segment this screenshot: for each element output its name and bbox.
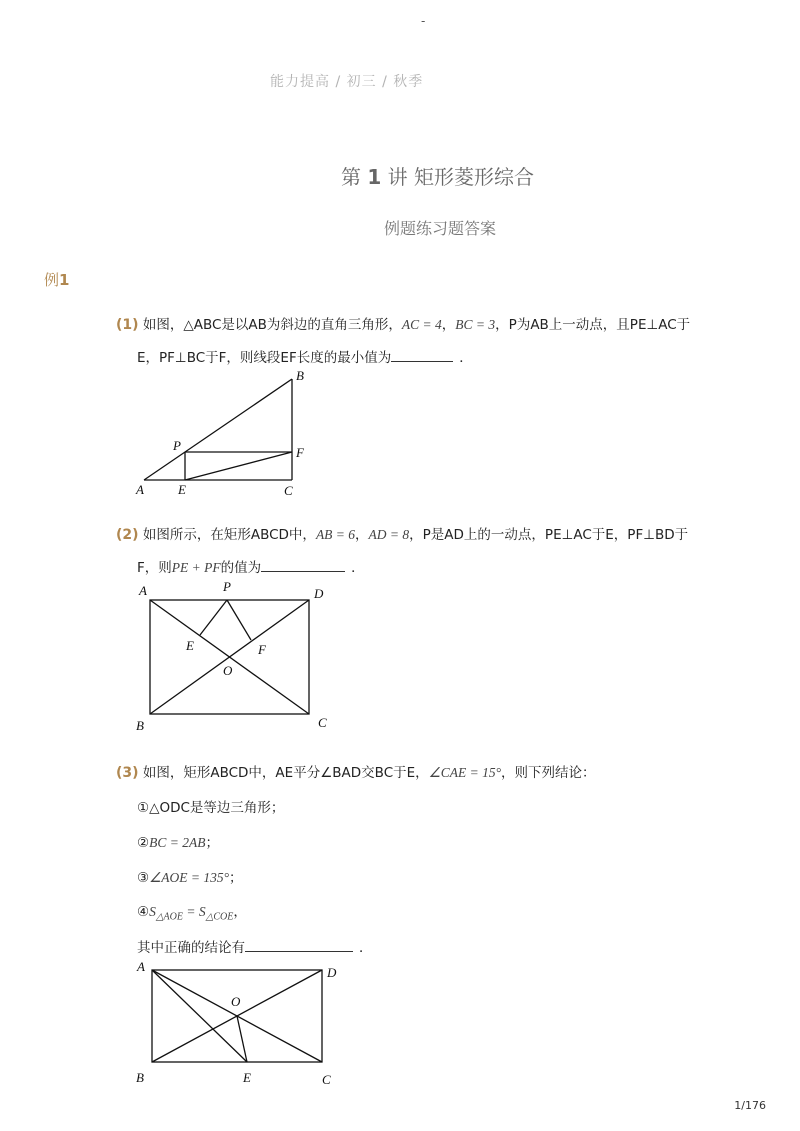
conclusion-2-prefix: ② xyxy=(137,835,150,851)
segment-pf xyxy=(227,600,251,640)
label-d: D xyxy=(327,965,337,980)
problem-2-sep: ， xyxy=(355,527,369,543)
answer-blank-2[interactable] xyxy=(261,558,345,572)
answer-blank-3[interactable] xyxy=(245,938,353,952)
segment-oe xyxy=(237,1016,247,1062)
label-a: A xyxy=(139,583,147,598)
problem-2-math-pe-pf: PE + PF xyxy=(171,560,221,575)
segment-ae xyxy=(152,970,247,1062)
problem-1-line-1 xyxy=(116,313,690,333)
problem-1-text-b: ，P为AB上一动点，且PE⊥AC于 xyxy=(495,317,691,333)
example-heading xyxy=(44,269,69,290)
title-suffix: 讲 矩形菱形综合 xyxy=(387,165,534,189)
problem-1-math-bc: BC = 3 xyxy=(455,317,496,332)
problem-3-number: (3) xyxy=(116,765,139,781)
conclusion-2 xyxy=(137,831,219,851)
conclusion-2-end: ； xyxy=(205,835,219,851)
conclusion-2-math: BC = 2AB xyxy=(149,835,206,850)
label-e: E xyxy=(243,1070,251,1085)
problem-3-text-b: ，则下列结论： xyxy=(501,765,596,781)
label-a: A xyxy=(137,959,145,974)
problem-2-number: (2) xyxy=(116,527,139,543)
conclusion-4 xyxy=(137,900,247,923)
figure-3-rectangle xyxy=(130,956,345,1091)
problem-1-line2-end: ． xyxy=(459,350,473,366)
problem-1-line2-text: E，PF⊥BC于F，则线段EF长度的最小值为 xyxy=(137,350,392,366)
label-b: B xyxy=(136,718,144,733)
label-c: C xyxy=(318,715,327,730)
problem-2-math-ad: AD = 8 xyxy=(368,527,410,542)
conclusion-1: ①△ODC是等边三角形； xyxy=(137,800,285,816)
problem-1-line-2 xyxy=(137,346,473,366)
segment-ef xyxy=(185,452,292,480)
problem-1-sep: ， xyxy=(441,317,456,333)
conclusion-4-eq: = S xyxy=(183,904,206,919)
conclusion-3 xyxy=(137,866,242,886)
label-b: B xyxy=(296,368,304,383)
problem-2-text-a: 如图所示，在矩形ABCD中， xyxy=(142,527,316,543)
segment-pe xyxy=(200,600,227,635)
problem-3-conclusion-text: 其中正确的结论有 xyxy=(137,940,245,956)
problem-3-text-a: 如图，矩形ABCD中，AE平分∠BAD交BC于E， xyxy=(142,765,429,781)
label-c: C xyxy=(322,1072,331,1087)
label-o: O xyxy=(231,994,241,1009)
conclusion-3-prefix: ③ xyxy=(137,870,150,886)
label-c: C xyxy=(284,483,293,498)
label-e: E xyxy=(186,638,194,653)
problem-3-line-1 xyxy=(116,761,596,781)
page-title xyxy=(341,161,534,190)
conclusion-4-sub1: △AOE xyxy=(155,911,183,923)
problem-2-line2-end: ． xyxy=(351,560,365,576)
figure-2-rectangle xyxy=(130,578,340,738)
problem-2-line2-text-a: F，则 xyxy=(137,560,172,576)
label-f: F xyxy=(258,642,266,657)
conclusion-4-prefix: ④ xyxy=(137,904,150,920)
segment-ab xyxy=(144,379,292,480)
title-prefix: 第 xyxy=(341,165,361,189)
problem-2-text-b: ，P是AD上的一动点，PE⊥AC于E，PF⊥BD于 xyxy=(409,527,689,543)
conclusion-4-s1: S xyxy=(149,904,156,919)
problem-2-line2-text-b: 的值为 xyxy=(220,560,262,576)
label-p: P xyxy=(173,438,181,453)
problem-3-conclusion-end: ． xyxy=(359,940,373,956)
conclusion-3-end: ； xyxy=(228,870,243,886)
problem-2-line-2 xyxy=(137,556,365,576)
label-a: A xyxy=(136,482,144,497)
page-subtitle: 例题练习题答案 xyxy=(384,219,497,238)
label-f: F xyxy=(296,445,304,460)
problem-3-math-angle: ∠CAE = 15° xyxy=(428,765,502,780)
conclusion-4-sub2: △COE xyxy=(205,911,234,923)
problem-1-text-tri: △ABC是以AB为斜边的直角三角形， xyxy=(183,317,402,333)
page-number: 1/176 xyxy=(734,1099,766,1112)
answer-blank-1[interactable] xyxy=(391,348,453,362)
label-p: P xyxy=(223,579,231,594)
example-number: 1 xyxy=(59,271,70,289)
top-mark: - xyxy=(421,14,426,28)
figure-1-right-triangle xyxy=(130,366,320,502)
example-prefix: 例 xyxy=(44,271,60,289)
title-number: 1 xyxy=(367,165,382,189)
problem-2-line-1 xyxy=(116,523,688,543)
problem-1-text-a: 如图， xyxy=(142,317,184,333)
problem-1-math-ac: AC = 4 xyxy=(401,317,442,332)
problem-1-number: (1) xyxy=(116,317,139,333)
breadcrumb: 能力提高 / 初三 / 秋季 xyxy=(270,74,424,90)
label-e: E xyxy=(178,482,186,497)
problem-2-math-ab: AB = 6 xyxy=(315,527,356,542)
problem-3-conclusion xyxy=(137,936,373,956)
conclusion-4-end: ， xyxy=(233,904,247,920)
conclusion-3-math: ∠AOE = 135° xyxy=(149,870,229,885)
label-d: D xyxy=(314,586,324,601)
label-b: B xyxy=(136,1070,144,1085)
label-o: O xyxy=(223,663,233,678)
